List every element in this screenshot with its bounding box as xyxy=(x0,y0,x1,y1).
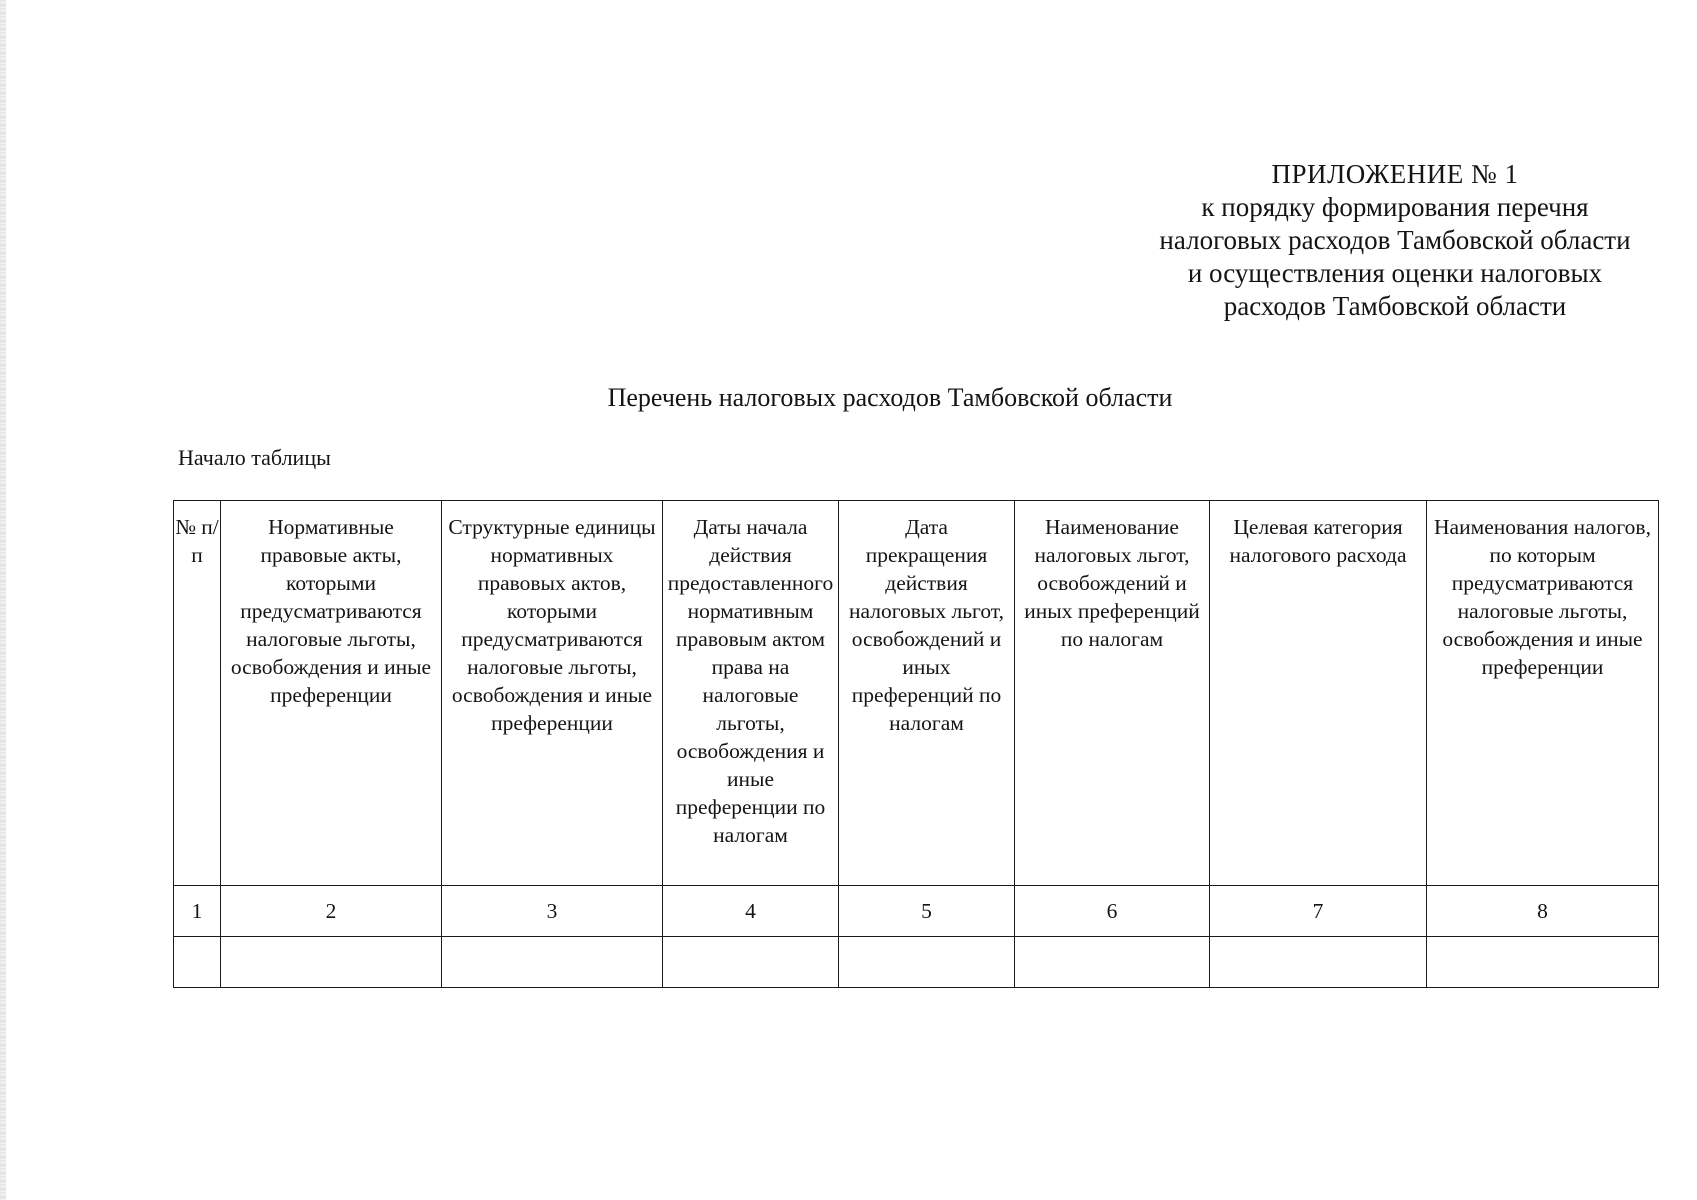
column-number-cell: 3 xyxy=(442,886,663,937)
header-cell-target-category: Целевая категория налогового расхода xyxy=(1210,501,1427,886)
header-cell-normative-acts: Нормативные правовые акты, которыми предусматриваются налоговые льготы, освобождения и иные преференции xyxy=(221,501,442,886)
column-number-cell: 2 xyxy=(221,886,442,937)
header-cell-end-date: Дата прекращения действия налоговых льгот, освобождений и иных преференций по налогам xyxy=(839,501,1015,886)
appendix-line: расходов Тамбовской области xyxy=(1223,291,1567,321)
column-number-cell: 6 xyxy=(1015,886,1210,937)
table-row xyxy=(174,937,1659,988)
appendix-line: к порядку формирования перечня xyxy=(1201,192,1589,222)
header-cell-start-dates: Даты начала действия предоставленного нормативным правовым актом права на налоговые льготы, освобождения и иные преференции по налогам xyxy=(663,501,839,886)
column-number-cell: 5 xyxy=(839,886,1015,937)
document-title: Перечень налоговых расходов Тамбовской области xyxy=(607,383,1173,412)
header-cell-tax-names: Наименования налогов, по которым предусматриваются налоговые льготы, освобождения и иные преференции xyxy=(1427,501,1659,886)
header-cell-number: № п/п xyxy=(174,501,221,886)
appendix-title: ПРИЛОЖЕНИЕ № 1 xyxy=(1271,159,1519,189)
column-number-cell: 7 xyxy=(1210,886,1427,937)
table-cell xyxy=(1210,937,1427,988)
table-cell xyxy=(174,937,221,988)
column-number-row xyxy=(174,886,1659,937)
table-start-label: Начало таблицы xyxy=(178,445,331,470)
header-cell-structural-units: Структурные единицы нормативных правовых актов, которыми предусматриваются налоговые льготы, освобождения и иные преференции xyxy=(442,501,663,886)
appendix-line: налоговых расходов Тамбовской области xyxy=(1159,225,1631,255)
column-number-cell: 4 xyxy=(663,886,839,937)
column-number-cell: 8 xyxy=(1427,886,1659,937)
header-cell-benefit-name: Наименование налоговых льгот, освобождений и иных преференций по налогам xyxy=(1015,501,1210,886)
table-header-row xyxy=(174,501,1659,886)
appendix-line: и осуществления оценки налоговых xyxy=(1187,258,1603,288)
table-cell xyxy=(1015,937,1210,988)
column-number-cell: 1 xyxy=(174,886,221,937)
table-cell xyxy=(663,937,839,988)
table-cell xyxy=(442,937,663,988)
tax-expenditures-table xyxy=(173,500,1659,988)
appendix-block xyxy=(1120,158,1670,323)
table-cell xyxy=(839,937,1015,988)
scan-edge xyxy=(0,0,6,1200)
table-cell xyxy=(1427,937,1659,988)
table-cell xyxy=(221,937,442,988)
